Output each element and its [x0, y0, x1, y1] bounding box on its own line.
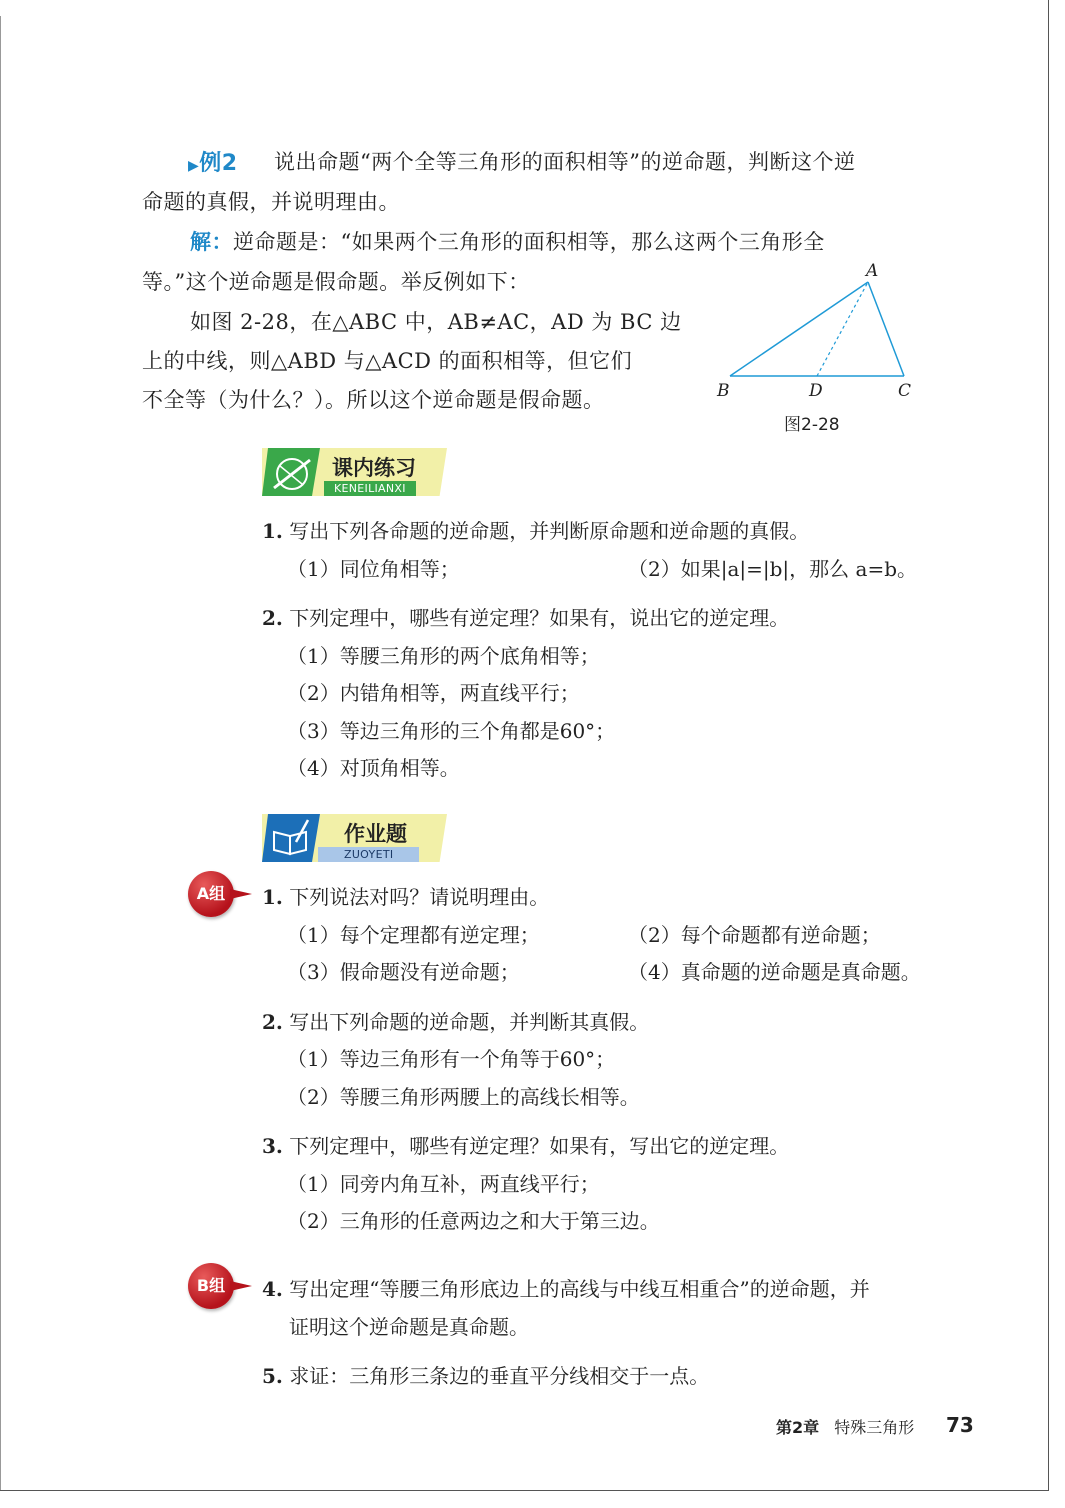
practice-title: 课内练习 — [332, 456, 416, 480]
homework-title: 作业题 — [344, 822, 407, 846]
homework-3-sub-2: （2）三角形的任意两边之和大于第三边。 — [287, 1209, 660, 1233]
item-text: 下列说法对吗？请说明理由。 — [289, 885, 550, 909]
homework-item-4 — [262, 1273, 870, 1302]
group-b-badge: B组 — [188, 1263, 234, 1309]
practice-1-sub-2: （2）如果|a|=|b|，那么 a=b。 — [628, 557, 918, 581]
item-number: 1. — [262, 519, 283, 543]
side-ac — [868, 282, 904, 376]
point-a-label: A — [866, 261, 879, 281]
item-text: 求证：三角形三条边的垂直平分线相交于一点。 — [289, 1364, 710, 1388]
homework-item-2 — [262, 1006, 649, 1035]
item-number: 4. — [262, 1277, 283, 1301]
triangle-figure — [700, 258, 940, 408]
practice-item-2 — [262, 602, 789, 631]
solution-row — [190, 226, 825, 256]
book-pen-icon — [262, 812, 326, 864]
homework-2-sub-2: （2）等腰三角形两腰上的高线长相等。 — [287, 1085, 640, 1109]
item-number: 3. — [262, 1134, 283, 1158]
item-number: 1. — [262, 885, 283, 909]
item-number: 2. — [262, 1010, 283, 1034]
item-text: 写出定理“等腰三角形底边上的高线与中线互相重合”的逆命题，并 — [289, 1277, 870, 1301]
practice-2-sub-2: （2）内错角相等，两直线平行； — [287, 681, 580, 705]
item-text: 下列定理中，哪些有逆定理？如果有，写出它的逆定理。 — [289, 1134, 790, 1158]
item-text: 写出下列各命题的逆命题，并判断原命题和逆命题的真假。 — [289, 519, 810, 543]
homework-item-1 — [262, 881, 549, 910]
homework-item-4-continued: 证明这个逆命题是真命题。 — [289, 1315, 529, 1339]
practice-2-sub-3: （3）等边三角形的三个角都是60°； — [287, 719, 616, 743]
example-text-line2: 命题的真假，并说明理由。 — [142, 190, 400, 214]
side-ab — [730, 282, 868, 376]
figure-caption: 图2-28 — [784, 415, 840, 435]
practice-1-sub-1: （1）同位角相等； — [287, 557, 460, 581]
practice-item-1 — [262, 515, 809, 544]
solution-p2-line3: 不全等（为什么？）。所以这个逆命题是假命题。 — [142, 388, 605, 412]
page-left-rule — [0, 16, 1, 1490]
homework-1-sub-2: （2）每个命题都有逆命题； — [628, 923, 881, 947]
solution-label: 解： — [190, 230, 233, 254]
median-ad — [817, 282, 868, 376]
homework-1-sub-4: （4）真命题的逆命题是真命题。 — [628, 960, 921, 984]
group-a-pointer — [230, 889, 252, 899]
example-heading — [188, 146, 238, 177]
point-c-label: C — [898, 381, 912, 401]
point-b-label: B — [717, 381, 730, 401]
chapter-title: 特殊三角形 — [834, 1418, 915, 1437]
homework-2-sub-1: （1）等边三角形有一个角等于60°； — [287, 1047, 616, 1071]
homework-1-sub-3: （3）假命题没有逆命题； — [287, 960, 520, 984]
point-d-label: D — [809, 381, 823, 401]
item-number: 5. — [262, 1364, 283, 1388]
practice-header — [262, 446, 452, 498]
solution-line2: 等。”这个逆命题是假命题。举反例如下： — [142, 270, 530, 294]
solution-p2-line1: 如图 2-28，在△ABC 中，AB≠AC，AD 为 BC 边 — [190, 310, 682, 334]
item-text: 写出下列命题的逆命题，并判断其真假。 — [289, 1010, 650, 1034]
homework-item-5 — [262, 1360, 709, 1389]
group-b-pointer — [230, 1281, 252, 1291]
solution-line1: 逆命题是：“如果两个三角形的面积相等，那么这两个三角形全 — [233, 230, 825, 254]
group-a-badge: A组 — [188, 871, 234, 917]
solution-p2-line2: 上的中线，则△ABD 与△ACD 的面积相等，但它们 — [142, 349, 633, 373]
homework-header — [262, 812, 452, 864]
homework-item-3 — [262, 1130, 789, 1159]
example-text-line1: 说出命题“两个全等三角形的面积相等”的逆命题，判断这个逆 — [274, 150, 856, 174]
practice-2-sub-4: （4）对顶角相等。 — [287, 756, 460, 780]
footer-chapter — [776, 1415, 914, 1438]
page-number: 73 — [946, 1413, 974, 1437]
homework-pinyin: ZUOYETI — [318, 847, 419, 862]
chapter-number: 第2章 — [776, 1418, 820, 1437]
item-number: 2. — [262, 606, 283, 630]
play-marker-icon: ▶ — [188, 158, 200, 174]
example-label: 例2 — [199, 151, 238, 176]
item-text: 下列定理中，哪些有逆定理？如果有，说出它的逆定理。 — [289, 606, 790, 630]
practice-2-sub-1: （1）等腰三角形的两个底角相等； — [287, 644, 600, 668]
homework-1-sub-1: （1）每个定理都有逆定理； — [287, 923, 540, 947]
protractor-icon — [262, 446, 326, 498]
practice-pinyin: KENEILIANXI — [324, 481, 416, 496]
homework-3-sub-1: （1）同旁内角互补，两直线平行； — [287, 1172, 600, 1196]
